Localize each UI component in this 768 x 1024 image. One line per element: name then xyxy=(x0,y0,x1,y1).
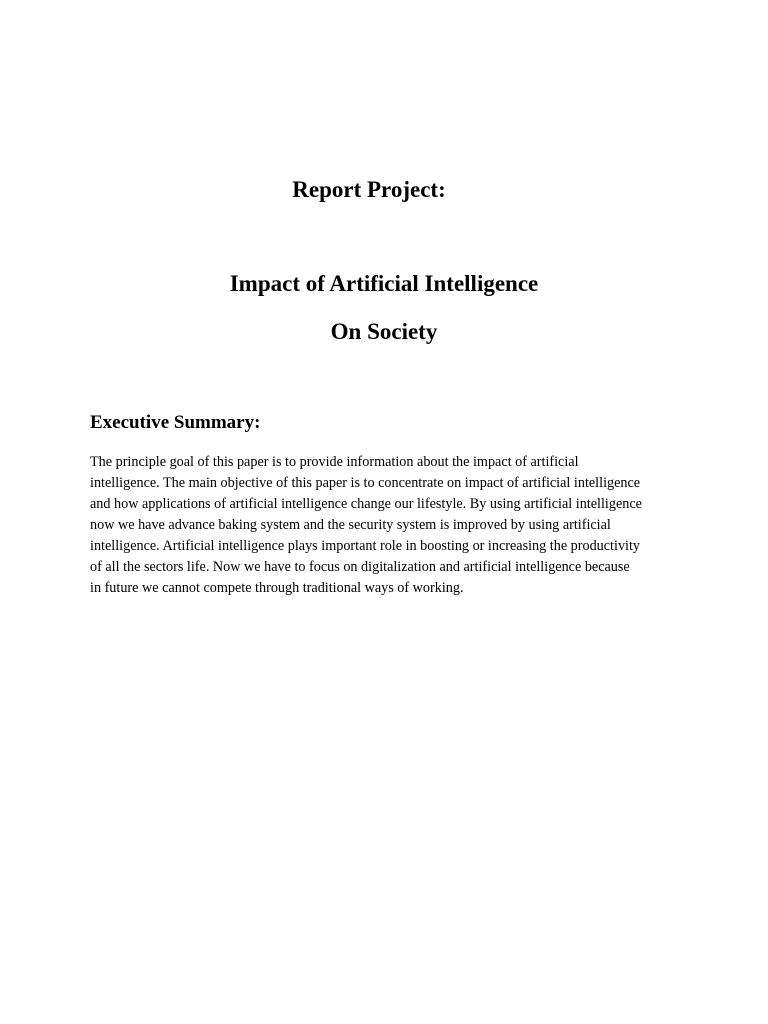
summary-line: intelligence. Artificial intelligence plays important role in boosting or increasing the productivity xyxy=(90,538,641,554)
executive-summary-paragraph xyxy=(90,452,690,599)
report-title: Report Project: xyxy=(292,177,446,202)
summary-line: The principle goal of this paper is to provide information about the impact of artificial xyxy=(90,454,579,470)
summary-line: and how applications of artificial intelligence change our lifestyle. By using artificial intelligence xyxy=(90,496,642,512)
report-subtitle-line1: Impact of Artificial Intelligence xyxy=(229,271,539,296)
summary-line: intelligence. The main objective of this paper is to concentrate on impact of artificial intelligence xyxy=(90,475,641,491)
summary-line: of all the sectors life. Now we have to focus on digitalization and artificial intelligence because xyxy=(90,559,630,575)
report-subtitle-line2: On Society xyxy=(330,319,438,344)
summary-line: in future we cannot compete through traditional ways of working. xyxy=(90,580,464,596)
summary-line: now we have advance baking system and the security system is improved by using artificial xyxy=(90,517,611,533)
executive-summary-heading: Executive Summary: xyxy=(90,412,261,433)
